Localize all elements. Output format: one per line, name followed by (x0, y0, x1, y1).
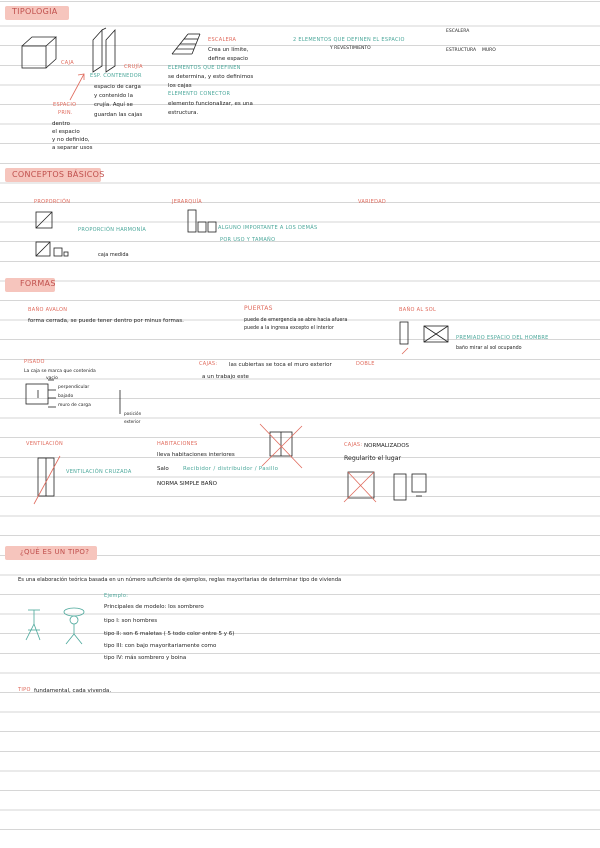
elementos-desc-2: los cajas (168, 83, 192, 89)
puertas-desc-1: puede de emergencia se abre hacia afuera (244, 318, 348, 323)
label-espacio-prin-2: PRIN. (58, 110, 73, 116)
crujia-desc-4: guardan las cajas (94, 112, 143, 118)
section-title-formas: FORMAS (20, 279, 56, 288)
pisado-note-1: La caja se marca que contenida (24, 369, 96, 374)
label-bano-avalon: BAÑO AVALON (28, 307, 68, 313)
section-title-tipo: ¿QUÉ ES UN TIPO? (20, 548, 90, 556)
ventilacion-desc: VENTILACIÓN CRUZADA (66, 469, 132, 475)
espacio-prin-desc-1: dentro (52, 121, 71, 127)
label-caja: CAJA (61, 60, 74, 66)
cajas-desc-2: a un trabajo este (202, 374, 249, 380)
label-elementos-definen: ELEMENTOS QUE DEFINEN (168, 65, 241, 71)
section-title-conceptos: CONCEPTOS BÁSICOS (12, 170, 105, 179)
label-escalera2: ESCALERA (446, 29, 470, 34)
label-muro: MURO (482, 48, 496, 53)
ventilacion-drawing (32, 454, 62, 506)
pisado-note-6: posición (124, 411, 142, 416)
puertas-desc-2: puede a la ingresa excepto el interior (244, 326, 334, 331)
jerarquia-desc-1: ALGUNO IMPORTANTE A LOS DEMÁS (218, 225, 318, 231)
label-pisado: PISADO (24, 359, 45, 365)
bano-sol-drawing (398, 318, 454, 358)
normalizados-drawing (342, 468, 434, 508)
pisado-note-7: exterior (124, 419, 141, 424)
label-habitaciones: HABITACIONES (157, 441, 198, 447)
crujia-desc-3: crujía. Aquí se (94, 102, 133, 108)
tipo-item-1: Principales de modelo: los sombrero (104, 604, 204, 610)
espacio-prin-desc-2: el espacio (52, 129, 80, 135)
tipo-item-5: tipo IV: más sombrero y boina (104, 655, 187, 661)
tipo-desc: fundamental, cada vivenda. (34, 688, 112, 694)
tipo-definition: Es una elaboración teórica basada en un número suficiente de ejemplos, reglas mayoritarias de determinar tipo de vivienda (18, 577, 342, 583)
label-doble: DOBLE (356, 361, 375, 367)
pisado-note-5: muro de carga (58, 403, 91, 408)
proportion-drawing (34, 208, 82, 264)
label-estructura: ESTRUCTURA (446, 48, 477, 53)
stairs-drawing (168, 32, 204, 60)
espacio-prin-desc-4: a separar usos (52, 145, 93, 151)
label-tipo: TIPO (18, 687, 31, 693)
habitaciones-item-1: lleva habitaciones interiores (157, 452, 235, 458)
label-cajas: CAJAS: (199, 361, 218, 367)
label-espacio-contenedor: ESP. CONTENEDOR (90, 73, 142, 79)
escalera-desc-2: define espacio (208, 56, 248, 62)
habitaciones-item-2: Salo (157, 466, 169, 472)
label-jerarquia: JERARQUÍA (172, 199, 202, 205)
label-escalera: ESCALERA (208, 37, 237, 43)
cajas-desc-1: las cubiertas se toca el muro exterior (229, 362, 332, 368)
tipo-item-3: tipo II: son 6 maletas ( 5 todo color entre 5 y 6) (104, 631, 235, 637)
label-dos-elementos: 2 ELEMENTOS QUE DEFINEN EL ESPACIO (293, 37, 405, 43)
conector-desc-1: elemento funcionalizar, es una (168, 101, 253, 107)
pisado-note-3: perpendicular (58, 385, 90, 390)
habitaciones-item-4: NORMA SIMPLE BAÑO (157, 481, 217, 487)
label-variedad: VARIEDAD (358, 199, 387, 205)
conector-desc-2: estructura. (168, 110, 199, 116)
tipo-ejemplo: Ejemplo: (104, 593, 129, 599)
habitaciones-item-3: Recibidor / distribuidor / Pasillo (183, 466, 279, 472)
figures-drawing (16, 604, 96, 650)
bano-sol-desc-1: PREMIADO ESPACIO DEL HOMBRE (456, 335, 549, 341)
bano-sol-desc-2: baño mirar al sol ocupando (456, 346, 522, 351)
label-y-revestimiento: Y REVESTIMIENTO (330, 46, 371, 51)
label-ventilacion: VENTILACIÓN (26, 441, 64, 447)
pisado-note-2: vacío (46, 376, 58, 381)
pisado-note-4: bajado (58, 394, 74, 399)
label-proporcion: PROPORCIÓN (34, 199, 71, 205)
escalera-desc-1: Crea un límite, (208, 47, 249, 53)
normalizados-desc: Regularito el lugar (344, 455, 402, 462)
label-puertas: PUERTAS (244, 305, 273, 312)
proporcion-desc: PROPORCIÓN HARMONÍA (78, 227, 147, 233)
label-espacio-prin-1: ESPACIO (53, 102, 77, 108)
habitaciones-drawing (258, 422, 308, 472)
label-crujia: CRUJÍA (124, 64, 143, 70)
caja-medida: caja medida (98, 252, 129, 258)
pisado-drawing (24, 376, 124, 420)
espacio-prin-desc-3: y no definido, (52, 137, 90, 143)
label-cajas2: CAJAS: (344, 442, 363, 448)
tipo-item-4: tipo III: con bajo mayoritariamente como (104, 643, 217, 649)
tipo-item-2: tipo I: son hombres (104, 618, 158, 624)
crujia-desc-1: espacio de carga (94, 84, 141, 90)
label-normalizados: NORMALIZADOS (364, 443, 410, 449)
label-bano-sol: BAÑO AL SOL (399, 307, 437, 313)
box-drawing (20, 34, 80, 74)
jerarquia-desc-2: POR USO Y TAMAÑO (220, 237, 276, 243)
label-elemento-conector: ELEMENTO CONECTOR (168, 91, 231, 97)
bano-desc: forma cerrada, se puede tener dentro por minus formas. (28, 318, 184, 324)
section-title-tipologia: TIPOLOGIA (12, 7, 58, 16)
elementos-desc-1: se determina, y esto definimos (168, 74, 254, 80)
arrow-up (68, 70, 88, 102)
crujia-desc-2: y contenido la (94, 93, 133, 99)
